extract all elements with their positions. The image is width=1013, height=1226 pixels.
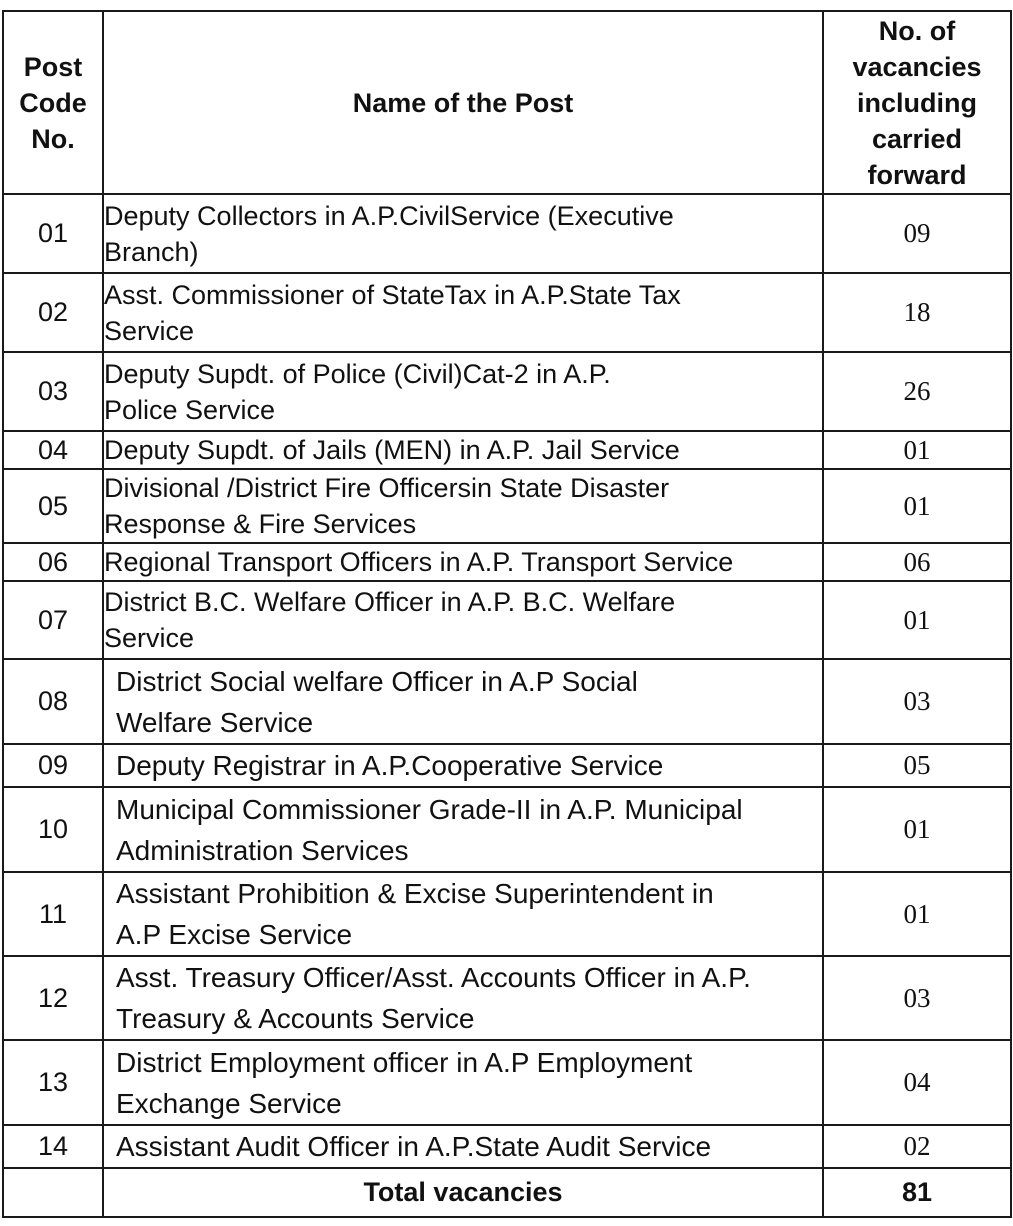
table-row (3, 1125, 1011, 1168)
post-name-line: Regional Transport Officers in A.P. Transport Service (104, 547, 734, 577)
post-code: 02 (3, 273, 103, 352)
post-name (103, 581, 823, 659)
table-row (3, 543, 1011, 581)
post-name-line: District Employment officer in A.P Employment (116, 1046, 693, 1078)
post-name-line: Deputy Registrar in A.P.Cooperative Service (116, 750, 664, 781)
post-name (103, 469, 823, 543)
header-post-code-line: Post (23, 51, 83, 82)
header-vacancies-line: vacancies (852, 51, 982, 82)
post-name (103, 543, 823, 581)
header-post-code (3, 11, 103, 194)
post-code: 01 (3, 194, 103, 273)
vacancy-count: 06 (823, 543, 1011, 581)
post-name (103, 744, 823, 787)
total-value: 81 (823, 1168, 1011, 1217)
post-name (103, 787, 823, 872)
post-code: 13 (3, 1040, 103, 1125)
post-name-line: Assistant Audit Officer in A.P.State Audit Service (116, 1131, 712, 1162)
header-vacancies-line: No. of (878, 15, 956, 46)
post-name (103, 273, 823, 352)
post-name-line: Deputy Collectors in A.P.CivilService (Executive (104, 200, 674, 231)
post-name-line: Deputy Supdt. of Jails (MEN) in A.P. Jail Service (104, 435, 680, 465)
post-name-line: Municipal Commissioner Grade-II in A.P. Municipal (116, 793, 743, 825)
post-name-line: Administration Services (116, 834, 409, 866)
total-row (3, 1168, 1011, 1217)
post-name-line: Response & Fire Services (104, 509, 417, 539)
vacancy-count: 01 (823, 581, 1011, 659)
vacancy-count: 02 (823, 1125, 1011, 1168)
post-code: 09 (3, 744, 103, 787)
vacancy-count: 03 (823, 659, 1011, 744)
vacancy-count: 01 (823, 469, 1011, 543)
header-vacancies (823, 11, 1011, 194)
vacancy-table (2, 10, 1012, 1218)
total-label: Total vacancies (103, 1168, 823, 1217)
header-vacancies-line: including (857, 87, 977, 118)
post-name (103, 194, 823, 273)
table-row (3, 872, 1011, 956)
post-name-line: District B.C. Welfare Officer in A.P. B.C. Welfare (104, 587, 676, 617)
post-name-line: Asst. Treasury Officer/Asst. Accounts Officer in A.P. (116, 962, 751, 993)
vacancy-count: 01 (823, 431, 1011, 469)
post-code: 07 (3, 581, 103, 659)
post-name-line: Service (104, 623, 195, 653)
table-row (3, 352, 1011, 431)
post-name-line: Treasury & Accounts Service (116, 1003, 475, 1034)
vacancy-count: 05 (823, 744, 1011, 787)
post-name-line: Service (104, 315, 195, 346)
post-name (103, 872, 823, 956)
vacancy-count: 01 (823, 872, 1011, 956)
table-row (3, 431, 1011, 469)
post-code: 14 (3, 1125, 103, 1168)
post-name-line: Police Service (104, 394, 276, 425)
table-row (3, 956, 1011, 1040)
post-name-line: Branch) (104, 236, 199, 267)
header-post-name: Name of the Post (103, 11, 823, 194)
post-name (103, 1040, 823, 1125)
post-name (103, 1125, 823, 1168)
table-row (3, 194, 1011, 273)
post-name (103, 431, 823, 469)
post-name (103, 956, 823, 1040)
post-name-line: Divisional /District Fire Officersin State Disaster (104, 473, 670, 503)
post-code: 04 (3, 431, 103, 469)
post-name (103, 352, 823, 431)
total-empty-cell (3, 1168, 103, 1217)
header-post-code-line: Code (19, 87, 87, 118)
table-row (3, 744, 1011, 787)
post-name-line: Asst. Commissioner of StateTax in A.P.State Tax (104, 279, 681, 310)
header-row (3, 11, 1011, 194)
header-vacancies-line: carried (871, 123, 963, 154)
post-code: 06 (3, 543, 103, 581)
table-row (3, 273, 1011, 352)
vacancy-count: 04 (823, 1040, 1011, 1125)
header-vacancies-line: forward (867, 159, 967, 190)
vacancy-count: 18 (823, 273, 1011, 352)
post-name-line: A.P Excise Service (116, 919, 353, 950)
post-name-line: District Social welfare Officer in A.P Social (116, 665, 638, 697)
post-name-line: Welfare Service (116, 706, 314, 738)
vacancy-count: 03 (823, 956, 1011, 1040)
table-row (3, 1040, 1011, 1125)
table-row (3, 659, 1011, 744)
post-code: 11 (3, 872, 103, 956)
vacancy-count: 26 (823, 352, 1011, 431)
post-code: 05 (3, 469, 103, 543)
table-row (3, 787, 1011, 872)
post-name-line: Assistant Prohibition & Excise Superintendent in (116, 878, 714, 909)
post-code: 12 (3, 956, 103, 1040)
table-row (3, 469, 1011, 543)
post-code: 03 (3, 352, 103, 431)
post-code: 08 (3, 659, 103, 744)
table-row (3, 581, 1011, 659)
header-post-code-line: No. (31, 123, 75, 154)
post-code: 10 (3, 787, 103, 872)
post-name-line: Exchange Service (116, 1087, 342, 1119)
post-name (103, 659, 823, 744)
vacancy-count: 09 (823, 194, 1011, 273)
post-name-line: Deputy Supdt. of Police (Civil)Cat-2 in A.P. (104, 358, 611, 389)
vacancy-count: 01 (823, 787, 1011, 872)
